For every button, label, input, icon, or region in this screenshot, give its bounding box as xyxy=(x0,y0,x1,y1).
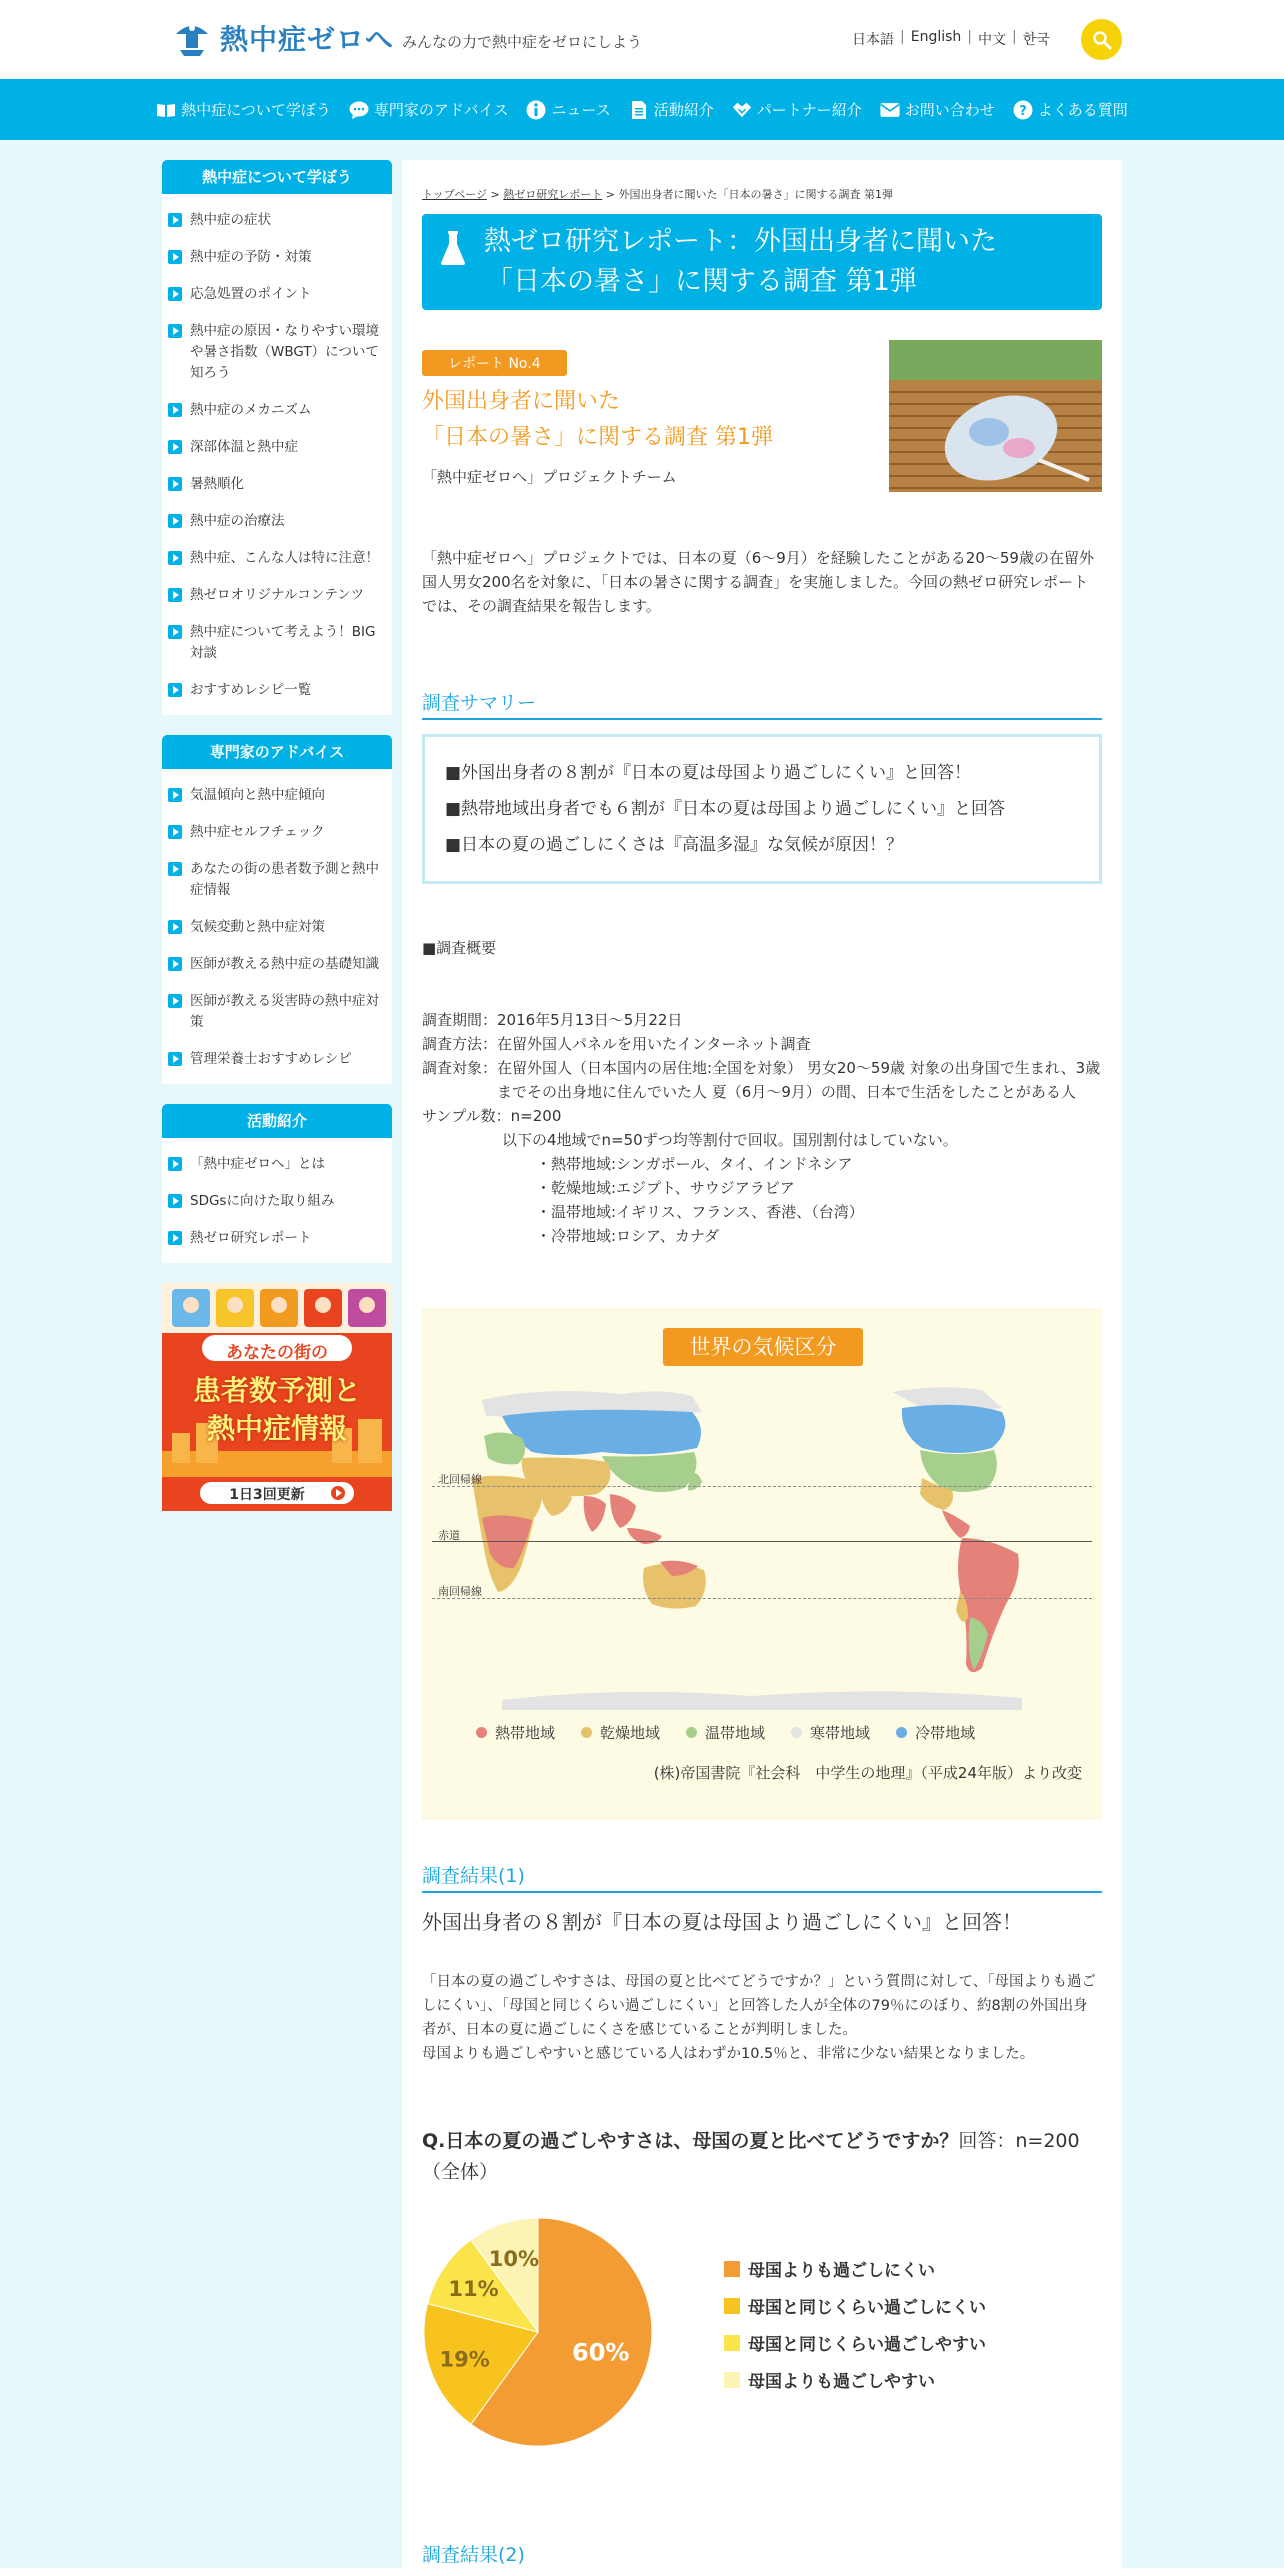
language-switcher: 日本語 | English | 中文 | 한국 xyxy=(852,29,1050,48)
map-legend-label: 温帯地域 xyxy=(705,1724,766,1742)
question-title xyxy=(422,2126,1102,2188)
page-title xyxy=(422,214,1102,310)
arrow-right-icon xyxy=(168,250,182,264)
search-icon xyxy=(1092,30,1112,50)
sidebar-activity-item[interactable] xyxy=(162,1220,392,1257)
map-legend-item xyxy=(686,1722,765,1743)
result1-body-p1: 「日本の夏の過ごしやすさは、母国の夏と比べてどうですか？」という質問に対して、「母国よりも過ごしにくい」、「母国と同じくらい過ごしにくい」と回答した人が全体の79％にのぼり、約8割の外国出身者が、日本の夏に過ごしにくさを感じていることが判明しました。 xyxy=(422,1974,1096,2038)
sidebar-learn-item-label: 熱中症の原因・なりやすい環境や暑さ指数（WBGT）について知ろう xyxy=(190,323,379,381)
sidebar-expert-item[interactable] xyxy=(162,777,392,814)
lang-english[interactable]: English xyxy=(910,29,962,45)
arrow-right-icon xyxy=(168,920,182,934)
nav-faq[interactable] xyxy=(1004,99,1137,120)
sidebar-expert-item[interactable] xyxy=(162,909,392,946)
lang-japanese[interactable]: 日本語 xyxy=(852,32,894,48)
sidebar-expert-item[interactable] xyxy=(162,814,392,851)
mail-icon xyxy=(880,100,900,120)
breadcrumb-sep: > xyxy=(605,188,619,201)
sidebar-expert-item-label: あなたの街の患者数予測と熱中症情報 xyxy=(190,861,379,898)
overview-region: ・乾燥地域:エジプト、サウジアラビア xyxy=(536,1179,795,1197)
map-legend-label: 寒帯地域 xyxy=(810,1724,871,1742)
overview-sample-note: 以下の4地域でn=50ずつ均等割付で回収。国別割付はしていない。 xyxy=(502,1131,958,1149)
result1-title: 外国出身者の８割が『日本の夏は母国より過ごしにくい』と回答！ xyxy=(422,1910,1022,1934)
book-icon xyxy=(156,100,176,120)
sidebar-activity-item[interactable] xyxy=(162,1183,392,1220)
nav-learn-label: 熱中症について学ぼう xyxy=(181,101,331,119)
sidebar-learn-item[interactable] xyxy=(162,429,392,466)
brand-name: 熱中症ゼロへ xyxy=(220,23,395,56)
map-source: (株)帝国書院『社会科 中学生の地理』（平成24年版）より改変 xyxy=(653,1764,1082,1782)
sidebar-expert-item[interactable] xyxy=(162,946,392,983)
arrow-right-icon xyxy=(168,825,182,839)
sidebar-learn-item[interactable] xyxy=(162,313,392,392)
arrow-right-icon xyxy=(168,477,182,491)
overview-region: ・温帯地域:イギリス、フランス、香港、（台湾） xyxy=(536,1203,864,1221)
arrow-right-icon xyxy=(168,551,182,565)
flask-icon xyxy=(440,230,466,266)
lang-chinese[interactable]: 中文 xyxy=(978,32,1006,48)
sidebar-expert-item-label: 医師が教える災害時の熱中症対策 xyxy=(190,993,379,1030)
question-text: Q.日本の夏の過ごしやすさは、母国の夏と比べてどうですか？ xyxy=(422,2130,959,2152)
tropic-of-cancer-label: 北回帰線 xyxy=(438,1473,482,1486)
nav-partner-label: パートナー紹介 xyxy=(756,101,862,119)
sidebar-learn xyxy=(162,160,392,715)
forecast-banner[interactable] xyxy=(162,1283,392,1511)
sidebar-learn-item[interactable] xyxy=(162,614,392,672)
map-legend-label: 乾燥地域 xyxy=(600,1724,661,1742)
climate-map-title: 世界の気候区分 xyxy=(663,1328,863,1366)
summary-item: ■外国出身者の８割が『日本の夏は母国より過ごしにくい』と回答！ xyxy=(445,763,972,783)
info-icon xyxy=(526,100,546,120)
sidebar-learn-item-label: 熱中症の予防・対策 xyxy=(190,249,312,265)
summary-heading: 調査サマリー xyxy=(422,688,1102,720)
sidebar-learn-item[interactable] xyxy=(162,239,392,276)
pie-legend-item xyxy=(724,2361,986,2398)
sidebar-activity-list xyxy=(162,1138,392,1263)
main-content xyxy=(402,160,1122,2568)
map-legend-item xyxy=(896,1722,975,1743)
banner-line4: 1日3回更新 xyxy=(229,1487,305,1503)
banner-line1: あなたの街の xyxy=(226,1343,328,1363)
sidebar-learn-item[interactable] xyxy=(162,577,392,614)
pie-slice-label: 60% xyxy=(572,2338,630,2367)
result2-heading: 調査結果(2) xyxy=(422,2540,1102,2568)
pie-legend-item xyxy=(724,2250,986,2287)
tropic-of-capricorn-label: 南回帰線 xyxy=(438,1585,482,1598)
sidebar-learn-item[interactable] xyxy=(162,202,392,239)
map-legend-item xyxy=(476,1722,555,1743)
report-subtitle-line1: 外国出身者に聞いた xyxy=(422,389,621,414)
sidebar-expert-item[interactable] xyxy=(162,983,392,1041)
sidebar-learn-item-label: 熱ゼロオリジナルコンテンツ xyxy=(190,587,365,603)
summary-box xyxy=(422,734,1102,884)
arrow-right-icon xyxy=(168,287,182,301)
legend-dot xyxy=(686,1727,697,1738)
sidebar-expert-item[interactable] xyxy=(162,1041,392,1078)
climate-map xyxy=(422,1308,1102,1820)
sidebar-activity-item-label: 「熱中症ゼロへ」とは xyxy=(190,1156,325,1172)
document-icon xyxy=(629,100,649,120)
arrow-right-icon xyxy=(168,1052,182,1066)
report-subtitle xyxy=(422,384,862,456)
overview-target-label: 調査対象： xyxy=(422,1059,498,1077)
legend-swatch xyxy=(724,2335,740,2351)
sidebar-learn-item[interactable] xyxy=(162,503,392,540)
legend-dot xyxy=(896,1727,907,1738)
sidebar-expert-list xyxy=(162,769,392,1084)
result1-body xyxy=(422,1970,1102,2066)
map-legend-item xyxy=(581,1722,660,1743)
chat-icon xyxy=(349,100,369,120)
sidebar-learn-item[interactable] xyxy=(162,392,392,429)
arrow-right-icon xyxy=(168,957,182,971)
arrow-right-icon xyxy=(168,994,182,1008)
report-photo xyxy=(889,340,1102,492)
pie-legend-label: 母国よりも過ごしやすい xyxy=(748,2372,935,2392)
legend-dot xyxy=(476,1727,487,1738)
nav-news-label: ニュース xyxy=(551,101,611,119)
equator-label: 赤道 xyxy=(438,1529,460,1542)
author-team: 「熱中症ゼロへ」プロジェクトチーム xyxy=(422,468,677,486)
sidebar-activity-title: 活動紹介 xyxy=(162,1104,392,1138)
sidebar-learn-item[interactable] xyxy=(162,276,392,313)
nav-learn[interactable] xyxy=(147,99,340,120)
report-number-badge: レポート No.4 xyxy=(422,350,567,376)
sidebar-activity-item[interactable] xyxy=(162,1146,392,1183)
sidebar-learn-title: 熱中症について学ぼう xyxy=(162,160,392,194)
sidebar-expert-item-label: 管理栄養士おすすめレシピ xyxy=(190,1051,352,1067)
arrow-right-icon xyxy=(168,324,182,338)
nav-contact[interactable] xyxy=(871,99,1004,120)
pie-legend-item xyxy=(724,2324,986,2361)
pie-slice-label: 10% xyxy=(488,2246,540,2271)
sidebar-learn-item-label: 深部体温と熱中症 xyxy=(190,439,298,455)
sidebar-learn-item-label: 熱中症の治療法 xyxy=(190,513,285,529)
sidebar-learn-item-label: 応急処置のポイント xyxy=(190,286,312,302)
overview-period: 調査期間：2016年5月13日～5月22日 xyxy=(422,1011,683,1029)
breadcrumb-sep: > xyxy=(490,188,504,201)
nav-expert-label: 専門家のアドバイス xyxy=(373,101,509,119)
arrow-right-icon xyxy=(168,514,182,528)
legend-swatch xyxy=(724,2372,740,2388)
sidebar-learn-item-label: 熱中症、こんな人は特に注意！ xyxy=(190,550,379,566)
sidebar-activity-item-label: 熱ゼロ研究レポート xyxy=(190,1230,312,1246)
arrow-right-icon xyxy=(168,1157,182,1171)
legend-swatch xyxy=(724,2261,740,2277)
lang-korean[interactable]: 한국 xyxy=(1022,32,1050,48)
arrow-right-icon xyxy=(168,588,182,602)
summary-item: ■熱帯地域出身者でも６割が『日本の夏は母国より過ごしにくい』と回答 xyxy=(445,799,1006,819)
map-legend-label: 冷帯地域 xyxy=(915,1724,976,1742)
breadcrumb-home[interactable]: トップページ xyxy=(422,188,488,201)
arrow-right-icon xyxy=(168,625,182,639)
banner-line2: 患者数予測と xyxy=(192,1374,361,1407)
summary-item: ■日本の夏の過ごしにくさは『高温多湿』な気候が原因！？ xyxy=(445,835,904,855)
map-legend-item xyxy=(791,1722,870,1743)
svg-text:?: ? xyxy=(1019,103,1027,119)
nav-activity-label: 活動紹介 xyxy=(653,101,714,119)
sidebar-activity xyxy=(162,1104,392,1263)
overview-target-text: 在留外国人（日本国内の居住地:全国を対象） 男女20～59歳 対象の出身国で生まれ、3歳までその出身地に住んでいた人 夏（6月～9月）の間、日本で生活をしたことがある人 xyxy=(497,1059,1101,1101)
banner-line3: 熱中症情報 xyxy=(206,1412,347,1445)
legend-dot xyxy=(581,1727,592,1738)
nav-news[interactable] xyxy=(517,99,619,120)
arrow-right-icon xyxy=(168,683,182,697)
sidebar-learn-item[interactable] xyxy=(162,540,392,577)
pie-chart xyxy=(422,2216,654,2448)
logo-icon xyxy=(170,16,214,60)
result1-body-p2: 母国よりも過ごしやすいと感じている人はわずか10.5％と、非常に少ない結果となりました。 xyxy=(422,2046,1035,2062)
arrow-right-icon xyxy=(168,1194,182,1208)
sidebar-learn-item-label: 熱中症のメカニズム xyxy=(190,402,312,418)
overview-target xyxy=(422,1056,1102,1104)
pie-slice-label: 11% xyxy=(448,2277,499,2302)
sidebar-activity-item-label: SDGsに向けた取り組み xyxy=(190,1193,335,1209)
sidebar-expert-item-label: 気候変動と熱中症対策 xyxy=(190,919,325,935)
arrow-right-icon xyxy=(168,1231,182,1245)
sidebar-learn-item[interactable] xyxy=(162,672,392,709)
sidebar-learn-item-label: 熱中症の症状 xyxy=(190,212,271,228)
overview-region: ・冷帯地域:ロシア、カナダ xyxy=(536,1227,720,1245)
site-logo[interactable] xyxy=(170,16,642,60)
sidebar-learn-item-label: 熱中症について考えよう！BIG対談 xyxy=(190,624,376,661)
map-legend-label: 熱帯地域 xyxy=(495,1724,556,1742)
sidebar-expert-item-label: 気温傾向と熱中症傾向 xyxy=(190,787,325,803)
sidebar-expert-item-label: 医師が教える熱中症の基礎知識 xyxy=(190,956,379,972)
report-subtitle-line2: 「日本の暑さ」に関する調査 第1弾 xyxy=(422,425,773,450)
breadcrumb-current: 外国出身者に聞いた「日本の暑さ」に関する調査 第1弾 xyxy=(618,188,893,201)
nav-activity[interactable] xyxy=(620,99,723,120)
nav-partner[interactable] xyxy=(723,99,871,120)
sidebar-expert xyxy=(162,735,392,1084)
overview-region: ・熱帯地域:シンガポール、タイ、インドネシア xyxy=(536,1155,853,1173)
sidebar-learn-item-label: 暑熱順化 xyxy=(190,476,244,492)
tropic-of-capricorn-line xyxy=(432,1598,1092,1599)
nav-faq-label: よくある質問 xyxy=(1037,101,1128,119)
tropic-of-cancer-line xyxy=(432,1486,1092,1487)
search-button[interactable] xyxy=(1081,19,1122,60)
pie-legend xyxy=(724,2250,986,2398)
pie-legend-label: 母国と同じくらい過ごしやすい xyxy=(748,2335,986,2355)
overview-sample: サンプル数：n=200 xyxy=(422,1107,562,1125)
arrow-right-icon xyxy=(168,440,182,454)
sidebar-learn-list xyxy=(162,194,392,715)
survey-overview xyxy=(422,936,1102,1248)
arrow-right-icon xyxy=(168,788,182,802)
sidebar-learn-item-label: おすすめレシピ一覧 xyxy=(190,682,312,698)
pie-legend-item xyxy=(724,2287,986,2324)
page-title-line2: 「日本の暑さ」に関する調査 第1弾 xyxy=(486,266,917,297)
arrow-right-icon xyxy=(168,403,182,417)
question-icon xyxy=(1013,100,1033,120)
world-map xyxy=(422,1378,1102,1718)
overview-method: 調査方法：在留外国人パネルを用いたインターネット調査 xyxy=(422,1035,811,1053)
equator-line xyxy=(432,1541,1092,1542)
sidebar xyxy=(162,160,392,1511)
pie-legend-label: 母国と同じくらい過ごしにくい xyxy=(748,2298,986,2318)
legend-swatch xyxy=(724,2298,740,2314)
site-header xyxy=(0,0,1284,79)
tagline: みんなの力で熱中症をゼロにしよう xyxy=(402,32,643,51)
sidebar-expert-item[interactable] xyxy=(162,851,392,909)
handshake-icon xyxy=(732,100,752,120)
pie-legend-label: 母国よりも過ごしにくい xyxy=(748,2261,935,2281)
sidebar-expert-item-label: 熱中症セルフチェック xyxy=(190,824,325,840)
sidebar-expert-title: 専門家のアドバイス xyxy=(162,735,392,769)
intro-text: 「熱中症ゼロへ」プロジェクトでは、日本の夏（6～9月）を経験したことがある20～59歳の在留外国人男女200名を対象に、「日本の暑さに関する調査」を実施しました。今回の熱ゼロ研究レポートでは、その調査結果を報告します。 xyxy=(422,549,1094,615)
arrow-right-icon xyxy=(168,213,182,227)
arrow-right-icon xyxy=(168,862,182,876)
breadcrumb-reports[interactable]: 熱ゼロ研究レポート xyxy=(503,188,603,201)
nav-expert[interactable] xyxy=(340,99,518,120)
breadcrumb xyxy=(422,186,893,202)
sidebar-learn-item[interactable] xyxy=(162,466,392,503)
overview-heading: ■調査概要 xyxy=(422,939,497,957)
map-legend xyxy=(476,1722,975,1743)
legend-dot xyxy=(791,1727,802,1738)
question-note: 回答：n=200（全体） xyxy=(422,2130,1080,2183)
pie-slice-label: 19% xyxy=(439,2347,490,2372)
nav-contact-label: お問い合わせ xyxy=(904,101,995,119)
global-nav xyxy=(0,79,1284,140)
page-title-line1: 熱ゼロ研究レポート：外国出身者に聞いた xyxy=(484,226,997,257)
result1-heading: 調査結果(1) xyxy=(422,1861,1102,1893)
